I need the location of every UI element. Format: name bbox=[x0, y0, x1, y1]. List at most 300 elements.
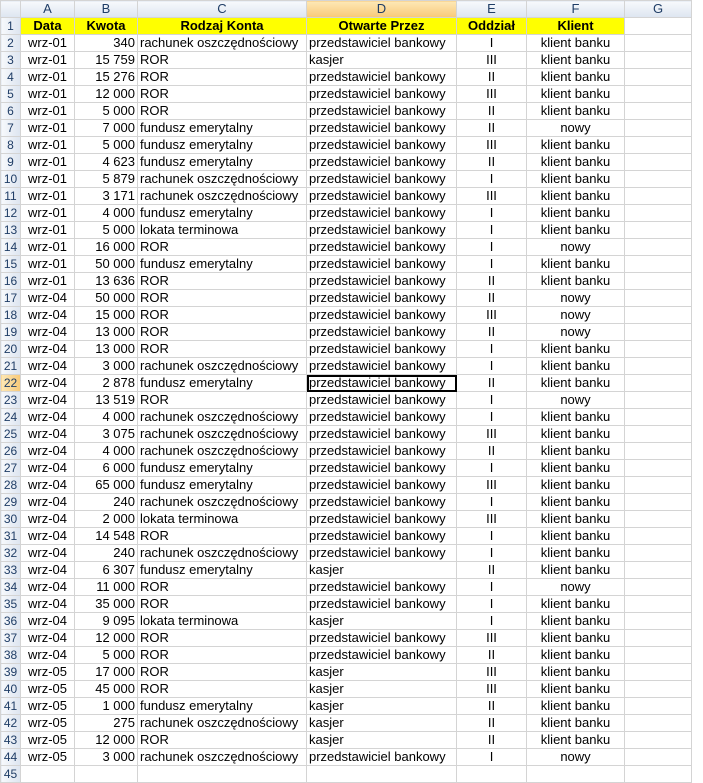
table-cell[interactable]: ROR bbox=[138, 69, 307, 86]
table-cell[interactable]: wrz-04 bbox=[21, 341, 75, 358]
table-cell[interactable]: przedstawiciel bankowy bbox=[307, 256, 457, 273]
table-cell[interactable]: wrz-01 bbox=[21, 205, 75, 222]
empty-cell[interactable] bbox=[625, 545, 692, 562]
empty-cell[interactable] bbox=[625, 732, 692, 749]
table-cell[interactable]: III bbox=[457, 188, 527, 205]
table-cell[interactable]: kasjer bbox=[307, 698, 457, 715]
empty-cell[interactable] bbox=[625, 69, 692, 86]
table-cell[interactable]: ROR bbox=[138, 290, 307, 307]
table-cell[interactable]: 3 000 bbox=[75, 358, 138, 375]
table-cell[interactable]: 4 000 bbox=[75, 443, 138, 460]
empty-cell[interactable] bbox=[625, 256, 692, 273]
table-cell[interactable]: II bbox=[457, 324, 527, 341]
empty-cell[interactable] bbox=[625, 681, 692, 698]
table-cell[interactable]: wrz-04 bbox=[21, 358, 75, 375]
table-cell[interactable]: III bbox=[457, 681, 527, 698]
row-header[interactable]: 8 bbox=[1, 137, 21, 154]
table-cell[interactable]: III bbox=[457, 426, 527, 443]
table-cell[interactable]: wrz-01 bbox=[21, 239, 75, 256]
empty-cell[interactable] bbox=[625, 528, 692, 545]
row-header[interactable]: 15 bbox=[1, 256, 21, 273]
table-cell[interactable]: klient banku bbox=[527, 358, 625, 375]
table-cell[interactable]: ROR bbox=[138, 86, 307, 103]
table-cell[interactable]: klient banku bbox=[527, 222, 625, 239]
table-cell[interactable]: przedstawiciel bankowy bbox=[307, 86, 457, 103]
table-cell[interactable]: II bbox=[457, 120, 527, 137]
table-cell[interactable]: przedstawiciel bankowy bbox=[307, 545, 457, 562]
table-cell[interactable]: I bbox=[457, 528, 527, 545]
empty-cell[interactable] bbox=[21, 766, 75, 783]
empty-cell[interactable] bbox=[625, 103, 692, 120]
row-header[interactable]: 30 bbox=[1, 511, 21, 528]
table-cell[interactable]: 65 000 bbox=[75, 477, 138, 494]
table-cell[interactable]: 4 000 bbox=[75, 409, 138, 426]
empty-cell[interactable] bbox=[625, 154, 692, 171]
table-cell[interactable]: 6 307 bbox=[75, 562, 138, 579]
table-cell[interactable]: nowy bbox=[527, 120, 625, 137]
table-cell[interactable]: wrz-01 bbox=[21, 52, 75, 69]
table-cell[interactable]: rachunek oszczędnościowy bbox=[138, 494, 307, 511]
table-cell[interactable]: ROR bbox=[138, 596, 307, 613]
table-cell[interactable]: ROR bbox=[138, 52, 307, 69]
table-cell[interactable]: wrz-05 bbox=[21, 681, 75, 698]
table-cell[interactable]: ROR bbox=[138, 103, 307, 120]
table-cell[interactable]: wrz-05 bbox=[21, 664, 75, 681]
empty-cell[interactable] bbox=[625, 86, 692, 103]
active-cell[interactable]: przedstawiciel bankowy bbox=[307, 375, 457, 392]
row-header[interactable]: 26 bbox=[1, 443, 21, 460]
table-cell[interactable]: II bbox=[457, 647, 527, 664]
row-header[interactable]: 22 bbox=[1, 375, 21, 392]
table-cell[interactable]: klient banku bbox=[527, 375, 625, 392]
table-cell[interactable]: III bbox=[457, 307, 527, 324]
table-cell[interactable]: 15 759 bbox=[75, 52, 138, 69]
table-header-cell[interactable]: Kwota bbox=[75, 18, 138, 35]
row-header[interactable]: 36 bbox=[1, 613, 21, 630]
empty-cell[interactable] bbox=[625, 647, 692, 664]
empty-cell[interactable] bbox=[625, 579, 692, 596]
column-header-g[interactable]: G bbox=[625, 1, 692, 18]
table-cell[interactable]: przedstawiciel bankowy bbox=[307, 137, 457, 154]
table-cell[interactable]: 5 000 bbox=[75, 103, 138, 120]
table-cell[interactable]: ROR bbox=[138, 732, 307, 749]
row-header[interactable]: 21 bbox=[1, 358, 21, 375]
column-header-a[interactable]: A bbox=[21, 1, 75, 18]
table-cell[interactable]: 7 000 bbox=[75, 120, 138, 137]
table-cell[interactable]: 50 000 bbox=[75, 290, 138, 307]
row-header[interactable]: 9 bbox=[1, 154, 21, 171]
table-cell[interactable]: klient banku bbox=[527, 52, 625, 69]
row-header[interactable]: 42 bbox=[1, 715, 21, 732]
table-cell[interactable]: klient banku bbox=[527, 273, 625, 290]
table-cell[interactable]: kasjer bbox=[307, 52, 457, 69]
table-cell[interactable]: wrz-04 bbox=[21, 324, 75, 341]
table-cell[interactable]: klient banku bbox=[527, 562, 625, 579]
empty-cell[interactable] bbox=[625, 426, 692, 443]
table-cell[interactable]: 240 bbox=[75, 545, 138, 562]
table-cell[interactable]: wrz-04 bbox=[21, 375, 75, 392]
table-cell[interactable]: klient banku bbox=[527, 647, 625, 664]
table-cell[interactable]: przedstawiciel bankowy bbox=[307, 409, 457, 426]
table-cell[interactable]: 3 000 bbox=[75, 749, 138, 766]
table-cell[interactable]: II bbox=[457, 732, 527, 749]
empty-cell[interactable] bbox=[625, 766, 692, 783]
table-cell[interactable]: przedstawiciel bankowy bbox=[307, 69, 457, 86]
table-cell[interactable]: klient banku bbox=[527, 341, 625, 358]
table-cell[interactable]: rachunek oszczędnościowy bbox=[138, 715, 307, 732]
table-cell[interactable]: II bbox=[457, 562, 527, 579]
table-cell[interactable]: I bbox=[457, 256, 527, 273]
table-cell[interactable]: ROR bbox=[138, 273, 307, 290]
table-cell[interactable]: klient banku bbox=[527, 137, 625, 154]
table-cell[interactable]: rachunek oszczędnościowy bbox=[138, 188, 307, 205]
row-header[interactable]: 4 bbox=[1, 69, 21, 86]
table-cell[interactable]: 14 548 bbox=[75, 528, 138, 545]
row-header[interactable]: 39 bbox=[1, 664, 21, 681]
empty-cell[interactable] bbox=[625, 290, 692, 307]
table-cell[interactable]: fundusz emerytalny bbox=[138, 205, 307, 222]
table-cell[interactable]: 3 171 bbox=[75, 188, 138, 205]
table-cell[interactable]: wrz-01 bbox=[21, 256, 75, 273]
table-cell[interactable]: I bbox=[457, 613, 527, 630]
row-header[interactable]: 6 bbox=[1, 103, 21, 120]
table-cell[interactable]: III bbox=[457, 52, 527, 69]
row-header[interactable]: 3 bbox=[1, 52, 21, 69]
table-cell[interactable]: 12 000 bbox=[75, 86, 138, 103]
table-cell[interactable]: przedstawiciel bankowy bbox=[307, 273, 457, 290]
table-cell[interactable]: wrz-04 bbox=[21, 630, 75, 647]
table-cell[interactable]: rachunek oszczędnościowy bbox=[138, 171, 307, 188]
table-cell[interactable]: klient banku bbox=[527, 426, 625, 443]
table-cell[interactable]: ROR bbox=[138, 528, 307, 545]
row-header[interactable]: 17 bbox=[1, 290, 21, 307]
table-cell[interactable]: 3 075 bbox=[75, 426, 138, 443]
row-header[interactable]: 44 bbox=[1, 749, 21, 766]
table-cell[interactable]: ROR bbox=[138, 664, 307, 681]
column-header-b[interactable]: B bbox=[75, 1, 138, 18]
table-cell[interactable]: klient banku bbox=[527, 664, 625, 681]
row-header[interactable]: 32 bbox=[1, 545, 21, 562]
table-cell[interactable]: kasjer bbox=[307, 613, 457, 630]
row-header[interactable]: 18 bbox=[1, 307, 21, 324]
table-cell[interactable]: przedstawiciel bankowy bbox=[307, 188, 457, 205]
row-header[interactable]: 41 bbox=[1, 698, 21, 715]
table-cell[interactable]: 16 000 bbox=[75, 239, 138, 256]
table-cell[interactable]: lokata terminowa bbox=[138, 222, 307, 239]
empty-cell[interactable] bbox=[625, 52, 692, 69]
table-cell[interactable]: III bbox=[457, 137, 527, 154]
table-cell[interactable]: ROR bbox=[138, 647, 307, 664]
empty-cell[interactable] bbox=[625, 715, 692, 732]
empty-cell[interactable] bbox=[625, 698, 692, 715]
table-cell[interactable]: fundusz emerytalny bbox=[138, 154, 307, 171]
table-cell[interactable]: fundusz emerytalny bbox=[138, 375, 307, 392]
table-cell[interactable]: 340 bbox=[75, 35, 138, 52]
table-cell[interactable]: klient banku bbox=[527, 545, 625, 562]
table-cell[interactable]: I bbox=[457, 35, 527, 52]
table-cell[interactable]: przedstawiciel bankowy bbox=[307, 341, 457, 358]
table-cell[interactable]: przedstawiciel bankowy bbox=[307, 528, 457, 545]
table-cell[interactable]: I bbox=[457, 749, 527, 766]
empty-cell[interactable] bbox=[625, 596, 692, 613]
table-cell[interactable]: przedstawiciel bankowy bbox=[307, 222, 457, 239]
table-cell[interactable]: klient banku bbox=[527, 630, 625, 647]
empty-cell[interactable] bbox=[625, 494, 692, 511]
table-cell[interactable]: fundusz emerytalny bbox=[138, 120, 307, 137]
table-cell[interactable]: 13 000 bbox=[75, 324, 138, 341]
empty-cell[interactable] bbox=[625, 273, 692, 290]
table-cell[interactable]: rachunek oszczędnościowy bbox=[138, 545, 307, 562]
table-cell[interactable]: I bbox=[457, 596, 527, 613]
table-cell[interactable]: wrz-04 bbox=[21, 409, 75, 426]
table-cell[interactable]: fundusz emerytalny bbox=[138, 460, 307, 477]
row-header[interactable]: 28 bbox=[1, 477, 21, 494]
table-header-cell[interactable]: Oddział bbox=[457, 18, 527, 35]
row-header[interactable]: 40 bbox=[1, 681, 21, 698]
empty-cell[interactable] bbox=[625, 664, 692, 681]
row-header[interactable]: 10 bbox=[1, 171, 21, 188]
table-cell[interactable]: wrz-04 bbox=[21, 307, 75, 324]
table-cell[interactable]: kasjer bbox=[307, 681, 457, 698]
table-header-cell[interactable]: Rodzaj Konta bbox=[138, 18, 307, 35]
table-cell[interactable]: 1 000 bbox=[75, 698, 138, 715]
row-header[interactable]: 19 bbox=[1, 324, 21, 341]
table-cell[interactable]: przedstawiciel bankowy bbox=[307, 460, 457, 477]
table-cell[interactable]: wrz-04 bbox=[21, 647, 75, 664]
table-cell[interactable]: przedstawiciel bankowy bbox=[307, 630, 457, 647]
empty-cell[interactable] bbox=[625, 307, 692, 324]
table-cell[interactable]: przedstawiciel bankowy bbox=[307, 120, 457, 137]
table-cell[interactable]: rachunek oszczędnościowy bbox=[138, 35, 307, 52]
table-cell[interactable]: kasjer bbox=[307, 732, 457, 749]
table-cell[interactable]: 240 bbox=[75, 494, 138, 511]
select-all-corner[interactable] bbox=[1, 1, 21, 18]
table-cell[interactable]: klient banku bbox=[527, 154, 625, 171]
empty-cell[interactable] bbox=[625, 409, 692, 426]
table-cell[interactable]: II bbox=[457, 290, 527, 307]
empty-cell[interactable] bbox=[307, 766, 457, 783]
table-header-cell[interactable]: Data bbox=[21, 18, 75, 35]
empty-cell[interactable] bbox=[625, 511, 692, 528]
table-cell[interactable]: II bbox=[457, 69, 527, 86]
empty-cell[interactable] bbox=[625, 239, 692, 256]
table-cell[interactable]: nowy bbox=[527, 324, 625, 341]
empty-cell[interactable] bbox=[625, 188, 692, 205]
table-cell[interactable]: wrz-01 bbox=[21, 69, 75, 86]
table-cell[interactable]: III bbox=[457, 511, 527, 528]
table-cell[interactable]: wrz-01 bbox=[21, 273, 75, 290]
row-header[interactable]: 43 bbox=[1, 732, 21, 749]
table-cell[interactable]: wrz-01 bbox=[21, 35, 75, 52]
table-cell[interactable]: ROR bbox=[138, 324, 307, 341]
table-cell[interactable]: nowy bbox=[527, 749, 625, 766]
table-cell[interactable]: przedstawiciel bankowy bbox=[307, 579, 457, 596]
table-cell[interactable]: przedstawiciel bankowy bbox=[307, 443, 457, 460]
column-header-f[interactable]: F bbox=[527, 1, 625, 18]
table-cell[interactable]: fundusz emerytalny bbox=[138, 562, 307, 579]
table-cell[interactable]: wrz-04 bbox=[21, 392, 75, 409]
empty-cell[interactable] bbox=[625, 324, 692, 341]
table-cell[interactable]: przedstawiciel bankowy bbox=[307, 749, 457, 766]
table-cell[interactable]: 5 879 bbox=[75, 171, 138, 188]
table-cell[interactable]: wrz-04 bbox=[21, 528, 75, 545]
table-cell[interactable]: wrz-01 bbox=[21, 188, 75, 205]
table-cell[interactable]: II bbox=[457, 715, 527, 732]
table-cell[interactable]: klient banku bbox=[527, 528, 625, 545]
row-header[interactable]: 7 bbox=[1, 120, 21, 137]
table-cell[interactable]: 11 000 bbox=[75, 579, 138, 596]
table-cell[interactable]: kasjer bbox=[307, 715, 457, 732]
table-cell[interactable]: 13 636 bbox=[75, 273, 138, 290]
table-cell[interactable]: nowy bbox=[527, 579, 625, 596]
table-cell[interactable]: fundusz emerytalny bbox=[138, 137, 307, 154]
table-cell[interactable]: klient banku bbox=[527, 494, 625, 511]
table-cell[interactable]: wrz-01 bbox=[21, 137, 75, 154]
table-cell[interactable]: 6 000 bbox=[75, 460, 138, 477]
table-cell[interactable]: 13 519 bbox=[75, 392, 138, 409]
table-cell[interactable]: przedstawiciel bankowy bbox=[307, 205, 457, 222]
table-cell[interactable]: lokata terminowa bbox=[138, 613, 307, 630]
table-cell[interactable]: klient banku bbox=[527, 477, 625, 494]
empty-cell[interactable] bbox=[625, 358, 692, 375]
table-cell[interactable]: I bbox=[457, 494, 527, 511]
table-cell[interactable]: II bbox=[457, 698, 527, 715]
table-cell[interactable]: klient banku bbox=[527, 443, 625, 460]
table-cell[interactable]: klient banku bbox=[527, 188, 625, 205]
row-header[interactable]: 13 bbox=[1, 222, 21, 239]
table-cell[interactable]: ROR bbox=[138, 239, 307, 256]
table-cell[interactable]: kasjer bbox=[307, 664, 457, 681]
empty-cell[interactable] bbox=[625, 375, 692, 392]
table-cell[interactable]: III bbox=[457, 477, 527, 494]
row-header[interactable]: 20 bbox=[1, 341, 21, 358]
table-cell[interactable]: 5 000 bbox=[75, 137, 138, 154]
table-cell[interactable]: rachunek oszczędnościowy bbox=[138, 409, 307, 426]
table-cell[interactable]: wrz-05 bbox=[21, 732, 75, 749]
table-cell[interactable]: wrz-04 bbox=[21, 511, 75, 528]
table-cell[interactable]: przedstawiciel bankowy bbox=[307, 103, 457, 120]
table-cell[interactable]: I bbox=[457, 239, 527, 256]
table-cell[interactable]: wrz-01 bbox=[21, 171, 75, 188]
table-cell[interactable]: I bbox=[457, 460, 527, 477]
row-header[interactable]: 33 bbox=[1, 562, 21, 579]
table-cell[interactable]: przedstawiciel bankowy bbox=[307, 290, 457, 307]
table-cell[interactable]: klient banku bbox=[527, 103, 625, 120]
table-cell[interactable]: ROR bbox=[138, 392, 307, 409]
table-cell[interactable]: przedstawiciel bankowy bbox=[307, 171, 457, 188]
table-cell[interactable]: klient banku bbox=[527, 698, 625, 715]
row-header[interactable]: 11 bbox=[1, 188, 21, 205]
table-cell[interactable]: wrz-05 bbox=[21, 715, 75, 732]
empty-cell[interactable] bbox=[625, 120, 692, 137]
table-cell[interactable]: klient banku bbox=[527, 596, 625, 613]
table-cell[interactable]: lokata terminowa bbox=[138, 511, 307, 528]
table-cell[interactable]: III bbox=[457, 630, 527, 647]
table-cell[interactable]: 15 276 bbox=[75, 69, 138, 86]
row-header[interactable]: 2 bbox=[1, 35, 21, 52]
table-cell[interactable]: I bbox=[457, 409, 527, 426]
row-header[interactable]: 35 bbox=[1, 596, 21, 613]
table-cell[interactable]: wrz-04 bbox=[21, 290, 75, 307]
table-cell[interactable]: 50 000 bbox=[75, 256, 138, 273]
table-cell[interactable]: 12 000 bbox=[75, 732, 138, 749]
table-cell[interactable]: 4 000 bbox=[75, 205, 138, 222]
empty-cell[interactable] bbox=[625, 137, 692, 154]
empty-cell[interactable] bbox=[625, 460, 692, 477]
table-cell[interactable]: III bbox=[457, 664, 527, 681]
table-cell[interactable]: 2 878 bbox=[75, 375, 138, 392]
table-cell[interactable]: 5 000 bbox=[75, 647, 138, 664]
empty-cell[interactable] bbox=[625, 749, 692, 766]
empty-cell[interactable] bbox=[625, 18, 692, 35]
table-cell[interactable]: klient banku bbox=[527, 460, 625, 477]
table-cell[interactable]: klient banku bbox=[527, 409, 625, 426]
table-cell[interactable]: klient banku bbox=[527, 205, 625, 222]
table-cell[interactable]: wrz-01 bbox=[21, 103, 75, 120]
empty-cell[interactable] bbox=[625, 443, 692, 460]
table-header-cell[interactable]: Klient bbox=[527, 18, 625, 35]
table-cell[interactable]: 12 000 bbox=[75, 630, 138, 647]
table-cell[interactable]: II bbox=[457, 273, 527, 290]
table-cell[interactable]: przedstawiciel bankowy bbox=[307, 511, 457, 528]
table-cell[interactable]: przedstawiciel bankowy bbox=[307, 647, 457, 664]
row-header[interactable]: 24 bbox=[1, 409, 21, 426]
table-cell[interactable]: ROR bbox=[138, 579, 307, 596]
table-cell[interactable]: przedstawiciel bankowy bbox=[307, 426, 457, 443]
empty-cell[interactable] bbox=[457, 766, 527, 783]
table-cell[interactable]: III bbox=[457, 86, 527, 103]
row-header[interactable]: 12 bbox=[1, 205, 21, 222]
table-cell[interactable]: nowy bbox=[527, 239, 625, 256]
table-cell[interactable]: wrz-04 bbox=[21, 545, 75, 562]
table-cell[interactable]: ROR bbox=[138, 341, 307, 358]
table-cell[interactable]: ROR bbox=[138, 681, 307, 698]
empty-cell[interactable] bbox=[625, 35, 692, 52]
table-cell[interactable]: 2 000 bbox=[75, 511, 138, 528]
table-cell[interactable]: klient banku bbox=[527, 681, 625, 698]
table-cell[interactable]: przedstawiciel bankowy bbox=[307, 154, 457, 171]
table-cell[interactable]: ROR bbox=[138, 307, 307, 324]
table-cell[interactable]: wrz-04 bbox=[21, 477, 75, 494]
table-cell[interactable]: fundusz emerytalny bbox=[138, 698, 307, 715]
column-header-d[interactable]: D bbox=[307, 1, 457, 18]
table-cell[interactable]: I bbox=[457, 205, 527, 222]
table-cell[interactable]: 35 000 bbox=[75, 596, 138, 613]
table-cell[interactable]: 5 000 bbox=[75, 222, 138, 239]
row-header[interactable]: 23 bbox=[1, 392, 21, 409]
table-cell[interactable]: I bbox=[457, 341, 527, 358]
empty-cell[interactable] bbox=[625, 205, 692, 222]
table-cell[interactable]: kasjer bbox=[307, 562, 457, 579]
table-cell[interactable]: 17 000 bbox=[75, 664, 138, 681]
empty-cell[interactable] bbox=[625, 562, 692, 579]
table-cell[interactable]: wrz-04 bbox=[21, 579, 75, 596]
table-cell[interactable]: I bbox=[457, 222, 527, 239]
table-cell[interactable]: I bbox=[457, 545, 527, 562]
table-cell[interactable]: przedstawiciel bankowy bbox=[307, 477, 457, 494]
table-cell[interactable]: II bbox=[457, 375, 527, 392]
table-cell[interactable]: nowy bbox=[527, 290, 625, 307]
table-cell[interactable]: przedstawiciel bankowy bbox=[307, 324, 457, 341]
table-cell[interactable]: 13 000 bbox=[75, 341, 138, 358]
row-header[interactable]: 27 bbox=[1, 460, 21, 477]
table-cell[interactable]: 15 000 bbox=[75, 307, 138, 324]
table-cell[interactable]: wrz-04 bbox=[21, 426, 75, 443]
empty-cell[interactable] bbox=[625, 613, 692, 630]
empty-cell[interactable] bbox=[625, 171, 692, 188]
row-header[interactable]: 1 bbox=[1, 18, 21, 35]
row-header[interactable]: 14 bbox=[1, 239, 21, 256]
